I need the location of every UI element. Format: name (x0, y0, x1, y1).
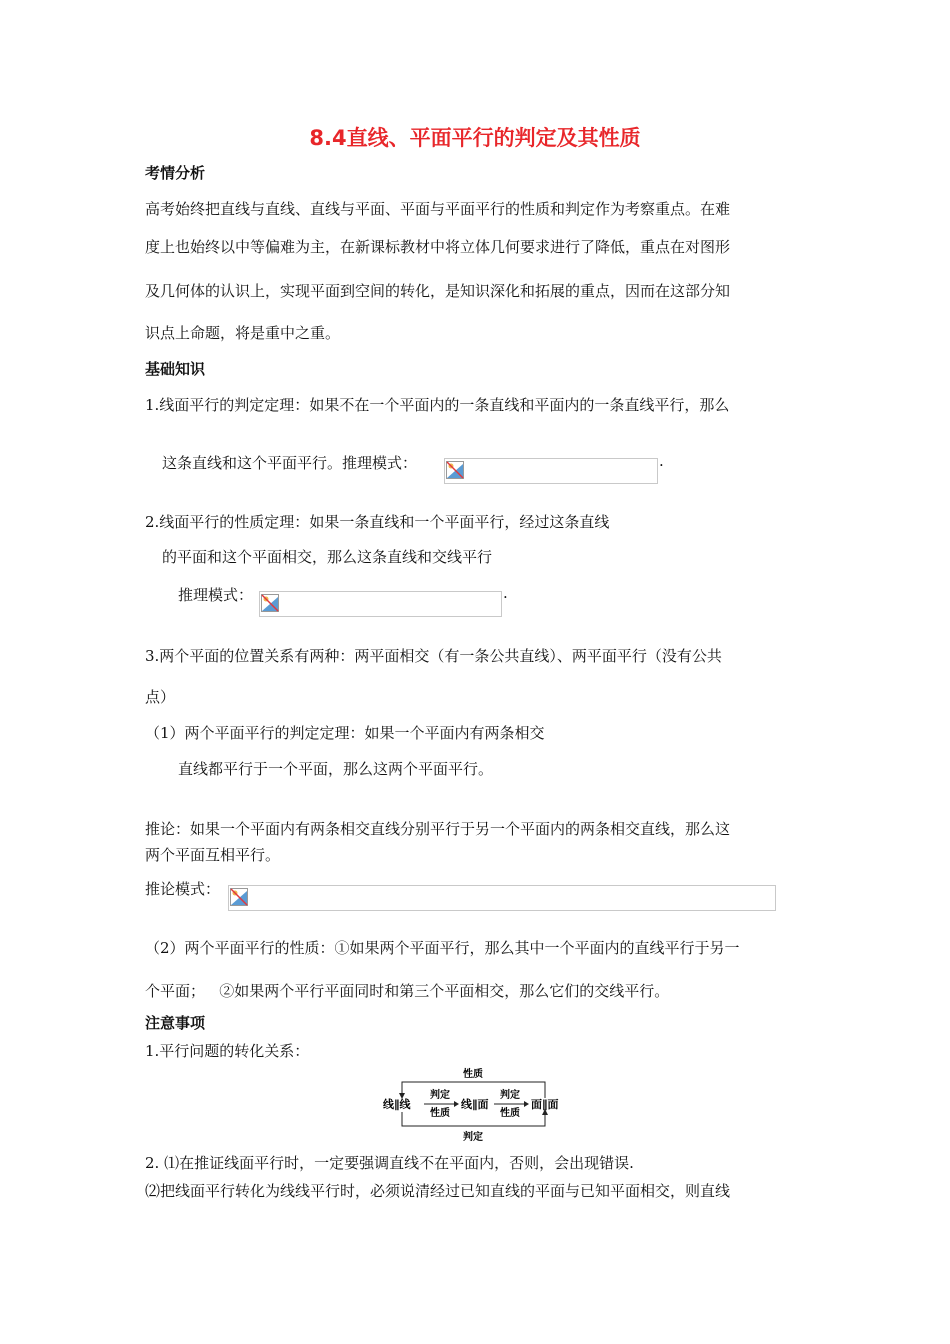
corollary-mode: 推论模式： (145, 880, 221, 898)
analysis-line-3: 及几何体的认识上，实现平面到空间的转化，是知识深化和拓展的重点，因而在这部分知 (145, 282, 731, 300)
analysis-line-4: 识点上命题，将是重中之重。 (145, 324, 341, 342)
corollary-line1: 推论：如果一个平面内有两条相交直线分别平行于另一个平面内的两条相交直线，那么这 (145, 820, 731, 838)
corollary-line2: 两个平面互相平行。 (145, 846, 281, 864)
diagram-arrow2-top: 判定 (500, 1090, 520, 1101)
analysis-heading: 考情分析 (145, 164, 206, 182)
inference-image-3 (228, 885, 776, 911)
notes-heading: 注意事项 (145, 1014, 206, 1032)
diagram-arrow2-bottom: 性质 (500, 1108, 520, 1119)
period-2: . (503, 584, 508, 602)
inference-image-2 (259, 591, 502, 617)
diagram-node-right: 面∥面 (531, 1098, 559, 1111)
parallel-conversion-diagram (380, 1064, 580, 1144)
basics-heading: 基础知识 (145, 360, 206, 378)
item1-line2: 这条直线和这个平面平行。推理模式： (162, 454, 418, 472)
item1-line1: 1.线面平行的判定定理：如果不在一个平面内的一条直线和平面内的一条直线平行，那么 (145, 396, 730, 414)
item2-line3: 推理模式： (178, 586, 254, 604)
diagram-arrow1-bottom: 性质 (430, 1108, 450, 1119)
note2-line1: 2. ⑴在推证线面平行时，一定要强调直线不在平面内，否则，会出现错误. (145, 1154, 634, 1172)
sub1-line2: 直线都平行于一个平面，那么这两个平面平行。 (178, 760, 494, 778)
broken-image-icon (230, 888, 248, 906)
item3-line2: 点） (145, 688, 176, 706)
sub1-line1: （1）两个平面平行的判定定理：如果一个平面内有两条相交 (145, 724, 545, 742)
item2-line2: 的平面和这个平面相交，那么这条直线和交线平行 (162, 548, 493, 566)
item2-line1: 2.线面平行的性质定理：如果一条直线和一个平面平行，经过这条直线 (145, 513, 610, 531)
period-1: . (659, 452, 664, 470)
diagram-node-mid: 线∥面 (461, 1098, 489, 1111)
broken-image-icon (261, 594, 279, 612)
page-title: 8.4直线、平面平行的判定及其性质 (309, 126, 641, 150)
note1: 1.平行问题的转化关系： (145, 1042, 310, 1060)
inference-image-1 (444, 458, 658, 484)
diagram-top-label: 性质 (463, 1069, 483, 1080)
diagram-arrow1-top: 判定 (430, 1090, 450, 1101)
analysis-line-1: 高考始终把直线与直线、直线与平面、平面与平面平行的性质和判定作为考察重点。在难 (145, 200, 731, 218)
sub2-line2: 个平面； ②如果两个平行平面同时和第三个平面相交，那么它们的交线平行。 (145, 982, 670, 1000)
broken-image-icon (446, 461, 464, 479)
diagram-bottom-label: 判定 (463, 1132, 483, 1143)
note2-line2: ⑵把线面平行转化为线线平行时，必须说清经过已知直线的平面与已知平面相交，则直线 (145, 1182, 731, 1200)
analysis-line-2: 度上也始终以中等偏难为主，在新课标教材中将立体几何要求进行了降低，重点在对图形 (145, 238, 731, 256)
sub2-line1: （2）两个平面平行的性质：①如果两个平面平行，那么其中一个平面内的直线平行于另一 (145, 939, 740, 957)
item3-line1: 3.两个平面的位置关系有两种：两平面相交（有一条公共直线）、两平面平行（没有公共 (145, 647, 722, 665)
diagram-node-left: 线∥线 (383, 1098, 411, 1111)
